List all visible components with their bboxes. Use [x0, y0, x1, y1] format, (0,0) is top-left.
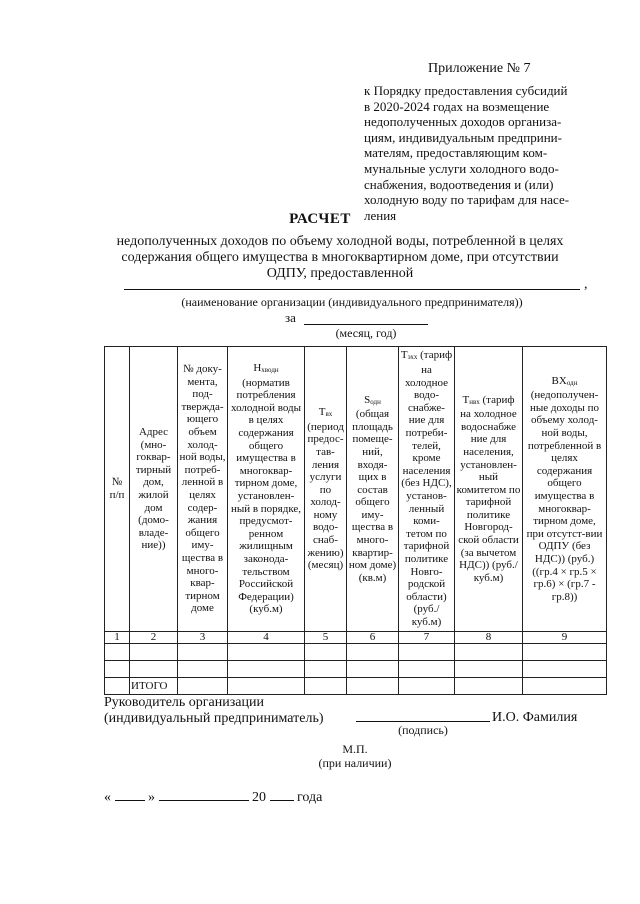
header-description: (норматив потребления холодной воды в целях содержания общего имущества в многоквар-тирном доме, установлен-ный в порядке, предусмот-ренном жилищным законода-тельством Российской Федерации) (куб.м): [230, 376, 302, 616]
table-cell[interactable]: [228, 644, 305, 661]
appendix-line: недополученных доходов организа-: [364, 114, 562, 130]
header-symbol: H: [253, 362, 262, 375]
period-field[interactable]: [304, 324, 428, 325]
header-subscript: нвх: [469, 397, 480, 406]
header-number: № п/п: [105, 347, 130, 632]
header-area: [347, 347, 399, 632]
table-cell[interactable]: [130, 644, 178, 661]
header-subscript: хводн: [261, 366, 279, 375]
table-cell[interactable]: [178, 661, 228, 678]
column-number: 6: [347, 632, 399, 644]
date-line: [104, 789, 322, 806]
table-cell[interactable]: [347, 661, 399, 678]
table-cell[interactable]: [347, 678, 399, 695]
appendix-line: снабжения, водоотведения и (или): [364, 176, 554, 192]
column-number: 5: [305, 632, 347, 644]
column-number: 9: [523, 632, 607, 644]
header-address: Адрес (мно-гоквар-тирный дом, жилой дом (домо-владе-ние)): [130, 347, 178, 632]
table-cell[interactable]: [347, 644, 399, 661]
table-cell[interactable]: [228, 661, 305, 678]
table-cell[interactable]: [399, 661, 455, 678]
table-row: [105, 644, 607, 661]
header-symbol: T: [462, 393, 470, 406]
header-description: (тариф на холодное водоснабже ние для населения, установлен-ный комитетом по тарифной политике Новгород-ской области (за вычетом НДС)) (руб./куб.м): [456, 393, 521, 584]
document-title: РАСЧЕТ: [289, 211, 351, 227]
header-service-period: [305, 347, 347, 632]
appendix-line: к Порядку предоставления субсидий: [364, 83, 568, 98]
organization-caption: (наименование организации (индивидуального предпринимателя)): [181, 295, 523, 309]
table-cell[interactable]: [399, 644, 455, 661]
appendix-line: мунальные услуги холодного водо-: [364, 160, 559, 176]
table-cell[interactable]: [523, 644, 607, 661]
header-tariff-population: [455, 347, 523, 632]
table-cell[interactable]: [228, 678, 305, 695]
document-subtitle: [100, 234, 580, 282]
table-cell[interactable]: [105, 644, 130, 661]
appendix-text: [364, 83, 600, 223]
header-symbol: BX: [551, 374, 567, 387]
total-value-cell[interactable]: [523, 678, 607, 695]
table-cell[interactable]: [305, 678, 347, 695]
total-label: ИТОГО: [130, 678, 178, 695]
organization-name-field[interactable]: [124, 289, 580, 290]
organization-comma: ,: [584, 277, 588, 292]
header-subscript: вх: [325, 410, 333, 419]
header-description: (недополучен-ные доходы по объему холод-ной воды, потребленной в целях содержания общего имущества в многоквар-тирном доме, при отсутст-вии ОДПУ (без НДС)) (руб.) ((гр.4 × гр.5 × гр.6) × (гр.7 - гр.8)): [526, 389, 603, 603]
column-number: 1: [105, 632, 130, 644]
appendix-line: циям, индивидуальным предприни-: [364, 129, 562, 145]
column-number: 8: [455, 632, 523, 644]
table-cell[interactable]: [178, 678, 228, 695]
header-subscript: эхх: [407, 353, 418, 362]
appendix-line: в 2020-2024 годах на возмещение: [364, 98, 550, 114]
header-document-number: № доку-мента, под-твержда-ющего объем холод-ной воды, потреб-ленной в целях содер-жания общего иму-щества в много-квар-тирном доме: [178, 347, 228, 632]
column-number: 3: [178, 632, 228, 644]
date-open-quote: «: [104, 790, 111, 805]
table-cell[interactable]: [455, 678, 523, 695]
header-lost-income: [523, 347, 607, 632]
appendix-line: мателям, предоставляющим ком-: [364, 145, 548, 161]
year-prefix: 20: [252, 790, 266, 805]
table-cell[interactable]: [178, 644, 228, 661]
table-cell[interactable]: [399, 678, 455, 695]
stamp-placeholder: [300, 742, 410, 770]
table-cell[interactable]: [523, 661, 607, 678]
appendix-line: ления: [364, 207, 397, 223]
column-number: 7: [399, 632, 455, 644]
header-description: (общая площадь помеще-ний, входя-щих в состав общего иму-щества в много-квартир-ном доме) (кв.м): [348, 408, 397, 584]
stamp-label: М.П.: [342, 742, 368, 756]
header-symbol: T: [318, 406, 326, 419]
table-cell: [105, 678, 130, 695]
calculation-table: [104, 346, 607, 695]
signatory-label: [104, 695, 324, 727]
signature-field[interactable]: [356, 721, 490, 722]
table-row: [105, 661, 607, 678]
signatory-name: И.О. Фамилия: [492, 710, 578, 725]
date-close-quote: »: [148, 790, 155, 805]
year-suffix: года: [297, 790, 323, 805]
stamp-note: (при наличии): [318, 756, 392, 770]
header-description: (тариф на холодное водо-снабже-ние для потреби-телей, кроме населения (без НДС), установ-ленный коми-тетом по тарифной политике Новго-родской области) (руб./куб.м): [401, 349, 453, 628]
table-cell[interactable]: [305, 644, 347, 661]
signatory-line: Руководитель организации: [104, 695, 264, 710]
year-field[interactable]: [270, 789, 294, 801]
column-number-row: [105, 632, 607, 644]
column-number: 2: [130, 632, 178, 644]
day-field[interactable]: [115, 789, 145, 801]
table-header-row: [105, 347, 607, 632]
header-symbol: S: [364, 393, 371, 406]
period-caption: (месяц, год): [335, 326, 397, 340]
column-number: 4: [228, 632, 305, 644]
signatory-line: (индивидуальный предприниматель): [104, 711, 324, 726]
total-row: [105, 678, 607, 695]
header-tariff-non-population: [399, 347, 455, 632]
table-cell[interactable]: [455, 644, 523, 661]
header-symbol: T: [400, 349, 408, 362]
table-cell[interactable]: [305, 661, 347, 678]
appendix-title: Приложение № 7: [428, 61, 531, 76]
table-cell[interactable]: [130, 661, 178, 678]
signature-caption: (подпись): [398, 723, 448, 737]
header-subscript: одн: [370, 397, 381, 406]
subtitle-line: недополученных доходов по объему холодной воды, потребленной в целях: [116, 234, 564, 249]
header-description: (период предос-тав-ления услуги по холод-ному водо-снаб-жению) (месяц): [307, 420, 344, 572]
month-field[interactable]: [159, 789, 249, 801]
subtitle-line: ОДПУ, предоставленной: [266, 266, 414, 281]
appendix-line: холодную воду по тарифам для насе-: [364, 192, 570, 208]
header-consumption-norm: [228, 347, 305, 632]
subtitle-line: содержания общего имущества в многоквартирном доме, при отсутствии: [121, 250, 559, 265]
header-subscript: одн: [566, 378, 578, 387]
table-cell[interactable]: [105, 661, 130, 678]
table-cell[interactable]: [455, 661, 523, 678]
period-label: за: [285, 310, 296, 325]
